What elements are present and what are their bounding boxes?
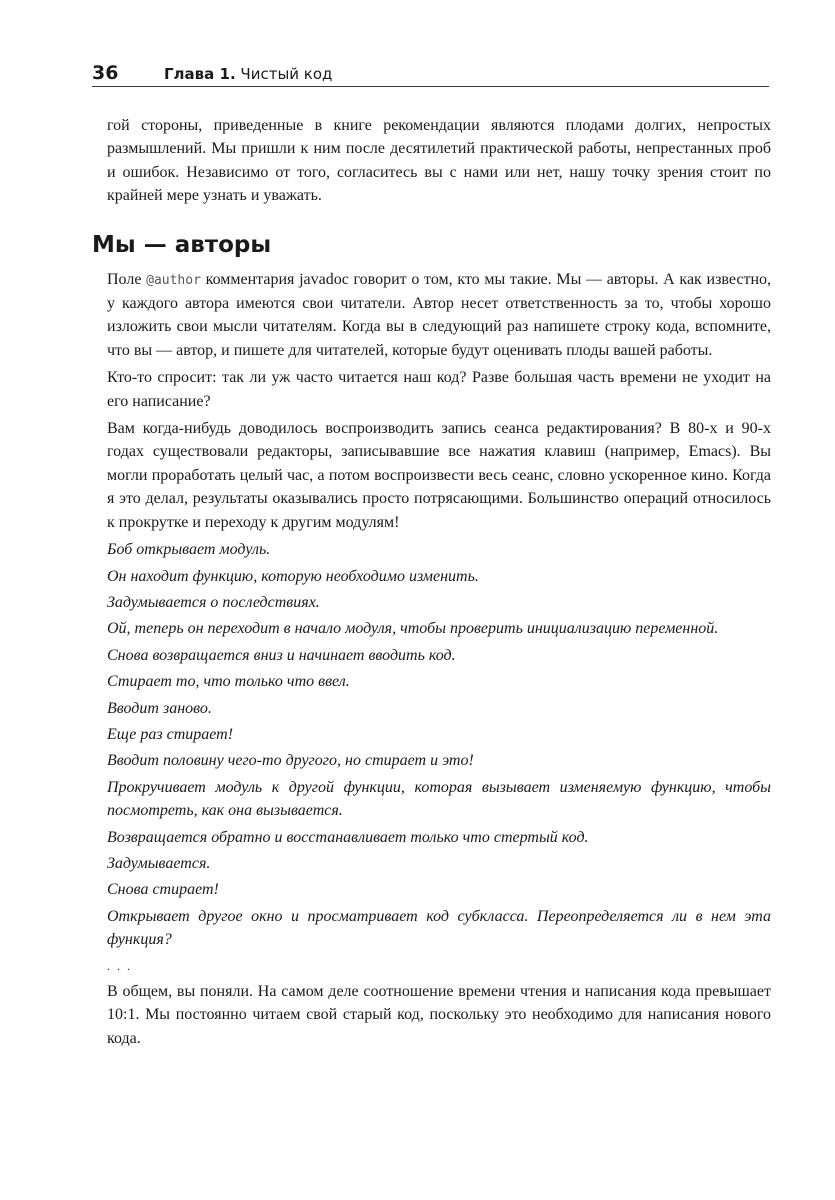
italic-line: Ой, теперь он переходит в начало модуля, чтобы проверить инициализацию переменной. xyxy=(107,620,719,638)
ellipsis: . . . xyxy=(107,958,132,973)
italic-line: Задумывается. xyxy=(107,854,211,872)
italic-line: Возвращается обратно и восстанавливает только что стертый код. xyxy=(107,828,589,846)
paragraph-recording: Вам когда-нибудь доводилось воспроизводить запись сеанса редактирования? В 80-х и 90-х годах существовали редакторы, записывавшие все нажатия клавиш (например, Emacs). Вы могли проработать целый час, а потом воспроизвести весь сеанс, словно ускоренное кино. Когда я это делал, результаты оказывались просто потрясающими. Большинство операций относилось к прокрутке и переходу к другим модулям! xyxy=(107,420,771,531)
chapter-label: Глава 1. xyxy=(164,65,236,83)
running-header xyxy=(92,62,769,87)
author-tag-code: @author xyxy=(146,272,201,288)
italic-line: Открывает другое окно и просматривает код субкласса. Переопределяется ли в нем эта функция? xyxy=(107,907,771,949)
italic-line: Снова возвращается вниз и начинает вводить код. xyxy=(107,646,456,664)
italic-line: Снова стирает! xyxy=(107,881,219,899)
chapter-title: Чистый код xyxy=(240,65,333,83)
paragraph-conclusion: В общем, вы поняли. На самом деле соотношение времени чтения и написания кода превышает 10:1. Мы постоянно читаем свой старый код, поскольку это необходимо для написания нового кода. xyxy=(107,983,771,1047)
italic-line: Вводит заново. xyxy=(107,699,212,717)
italic-line: Прокручивает модуль к другой функции, которая вызывает изменяемую функцию, чтобы посмотреть, как она вызывается. xyxy=(107,778,771,820)
chapter-heading xyxy=(164,65,332,83)
paragraph-author-start: Поле xyxy=(107,270,147,288)
page-number: 36 xyxy=(92,62,119,84)
paragraph-author-rest: комментария javadoc говорит о том, кто мы такие. Мы — авторы. А как известно, у каждого автора имеются свои читатели. Автор несет ответственность за то, чтобы хорошо изложить свои мысли читателям. Когда вы в следующий раз напишете строку кода, вспомните, что вы — автор, и пишете для читателей, которые будут оценивать плоды вашей работы. xyxy=(107,270,772,359)
italic-line: Стирает то, что только что ввел. xyxy=(107,673,350,691)
italic-line: Он находит функцию, которую необходимо изменить. xyxy=(107,567,479,585)
italic-line: Задумывается о последствиях. xyxy=(107,593,320,611)
italic-line: Вводит половину чего-то другого, но стирает и это! xyxy=(107,752,474,770)
italic-line: Еще раз стирает! xyxy=(107,725,234,743)
paragraph-author xyxy=(107,268,771,363)
italic-line: Боб открывает модуль. xyxy=(107,541,271,559)
intro-paragraph: гой стороны, приведенные в книге рекомендации являются плодами долгих, непростых размышлений. Мы пришли к ним после десятилетий практической работы, непрестанных проб и ошибок. Независимо от того, согласитесь вы с нами или нет, нашу точку зрения стоит по крайней мере узнать и уважать. xyxy=(107,117,771,205)
italic-list xyxy=(107,538,771,952)
section-title: Мы — авторы xyxy=(92,231,272,258)
page-body xyxy=(92,114,772,1054)
paragraph-question: Кто-то спросит: так ли уж часто читается наш код? Разве большая часть времени не уходит на его написание? xyxy=(107,369,771,410)
